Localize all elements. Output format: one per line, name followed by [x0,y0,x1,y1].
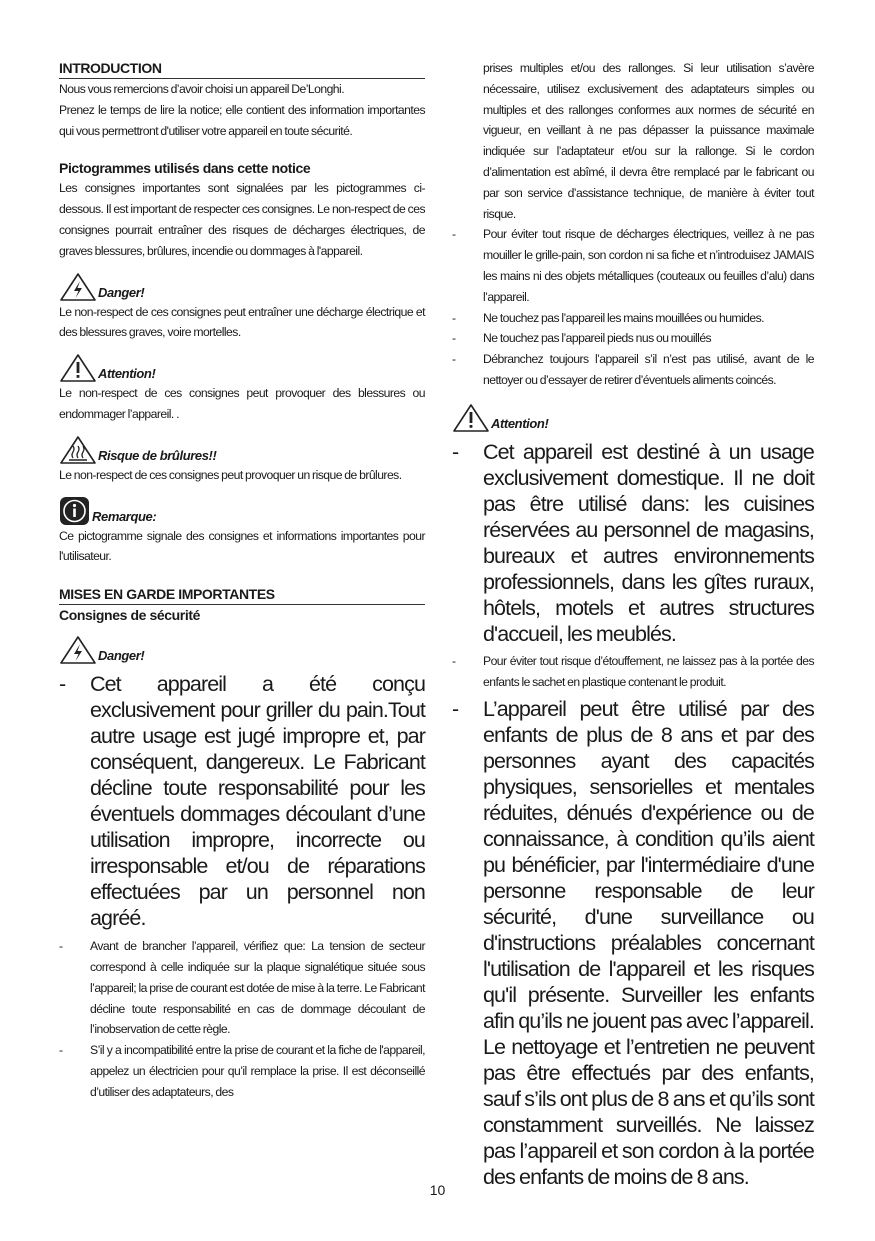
left-column [59,58,425,1103]
safety-subheading: Consignes de sécurité [59,607,200,624]
warnings-heading: MISES EN GARDE IMPORTANTES [59,584,425,605]
danger-label: Danger! [98,284,145,300]
list-item: - Avant de brancher l’appareil, vérifiez que: La tension de secteur correspond à celle indiquée sur la plaque signalétique située sous l’appareil; la prise de courant est dotée de mise à la terre. Le Fabricant décline toute responsabilité en cas de dommage découlant de l’inobservation de cette règle. [59,936,425,1040]
list-item: - Cet appareil a été conçu exclusivement pour griller du pain.Tout autre usage est jugé impropre et, par conséquent, dangereux. Le Fabricant décline toute responsabilité pour les éventuels dommages découlant d’une utilisation impropre, incorrecte ou irresponsable et/ou de réparations effectuées par un personnel non agréé. [59,671,425,931]
attention-label-right: Attention! [491,415,549,431]
danger-pictogram [59,270,425,302]
list-item: - Pour éviter tout risque de décharges électriques, veillez à ne pas mouiller le grille-pain, son cordon ni sa fiche et n’introduisez JAMAIS les mains ni des objets métalliques (couteaux ou feuilles d’alu) dans l’appareil. [452,224,814,307]
intro-body: Prenez le temps de lire la notice; elle contient des information importantes qui vous permettront d'utiliser votre appareil en toute sécurité. [59,102,425,138]
safety-danger-pictogram [59,633,425,665]
intro-thanks: Nous vous remercions d’avoir choisi un appareil De’Longhi. [59,82,345,96]
attention-text: Le non-respect de ces consignes peut provoquer des blessures ou endommager l’appareil. . [59,386,425,421]
list-item: - Ne touchez pas l’appareil les mains mouillées ou humides. [452,308,814,329]
safety-danger-label: Danger! [98,648,145,664]
burn-label: Risque de brûlures!! [98,447,217,463]
note-pictogram [59,494,425,526]
burn-text: Le non-respect de ces consignes peut provoquer un risque de brûlures. [59,467,402,482]
danger-icon [59,272,97,302]
attention-pictogram [59,351,425,383]
note-label: Remarque: [92,508,157,524]
danger-icon [59,635,97,665]
list-item: - Ne touchez pas l’appareil pieds nus ou mouillés [452,328,814,349]
page-number: 10 [429,1182,446,1198]
attention-pictogram-right [452,401,814,433]
intro-heading: INTRODUCTION [59,58,425,79]
hot-surface-icon [59,435,97,465]
pictograms-heading: Pictogrammes utilisés dans cette notice [59,160,311,177]
burn-pictogram [59,433,425,465]
info-icon [59,496,91,526]
list-item: - Cet appareil est destiné à un usage exclusivement domestique. Il ne doit pas être utilisé dans: les cuisines réservées au personnel de magasins, bureaux et autres environnements professionnels, dans les gîtes ruraux, hôtels, motels et autres structures d'accueil, les meublés. [452,439,814,647]
list-item: - Pour éviter tout risque d’étouffement, ne laissez pas à la portée des enfants le sachet en plastique contenant le produit. [452,651,814,693]
attention-label: Attention! [98,366,156,382]
continuation-text: prises multiples et/ou des rallonges. Si leur utilisation s’avère nécessaire, utilisez exclusivement des adaptateurs simples ou multiples et des rallonges conformes aux normes de sécurité en vigueur, en veillant à ne pas dépasser la puissance maximale indiquée sur l’adaptateur et/ou sur la rallonge. Si le cordon d’alimentation est abîmé, il devra être remplacé par le fabricant ou par son service d’assistance technique, de manière à éviter tout risque. [483,61,814,221]
list-item: - S’il y a incompatibilité entre la prise de courant et la fiche de l'appareil, appelez un électricien pour qu’il remplace la prise. Il est déconseillé d’utiliser des adaptateurs, des [59,1040,425,1102]
warning-icon [452,403,490,433]
warning-icon [59,353,97,383]
danger-text: Le non-respect de ces consignes peut entraîner une décharge électrique et des blessures graves, voire mortelles. [59,304,425,340]
note-text: Ce pictogramme signale des consignes et informations importantes pour l'utilisateur. [59,528,425,564]
list-item: - Débranchez toujours l’appareil s’il n’est pas utilisé, avant de le nettoyer ou d’essayer de retirer d’éventuels aliments coincés. [452,349,814,391]
right-column [452,58,814,1190]
list-item: - L’appareil peut être utilisé par des enfants de plus de 8 ans et par des personnes ayant des capacités physiques, sensorielles et mentales réduites, dénués d'expérience ou de connaissance, à condition qu’ils aient pu bénéficier, par l'intermédiaire d'une personne responsable de leur sécurité, d'une surveillance ou d'instructions préalables concernant l'utilisation de l'appareil et les risques qu'il présente. Surveiller les enfants afin qu’ils ne jouent pas avec l’appareil. Le nettoyage et l’entretien ne peuvent pas être effectués par des enfants, sauf s’ils ont plus de 8 ans et qu’ils sont constamment surveillés. Ne laissez pas l’appareil et son cordon à la portée des enfants de moins de 8 ans. [452,696,814,1190]
pictograms-body: Les consignes importantes sont signalées par les pictogrammes ci-dessous. Il est important de respecter ces consignes. Le non-respect de ces consignes pourrait entraîner des risques de décharges électriques, de graves blessures, brûlures, incendie ou dommages à l'appareil. [59,181,425,258]
